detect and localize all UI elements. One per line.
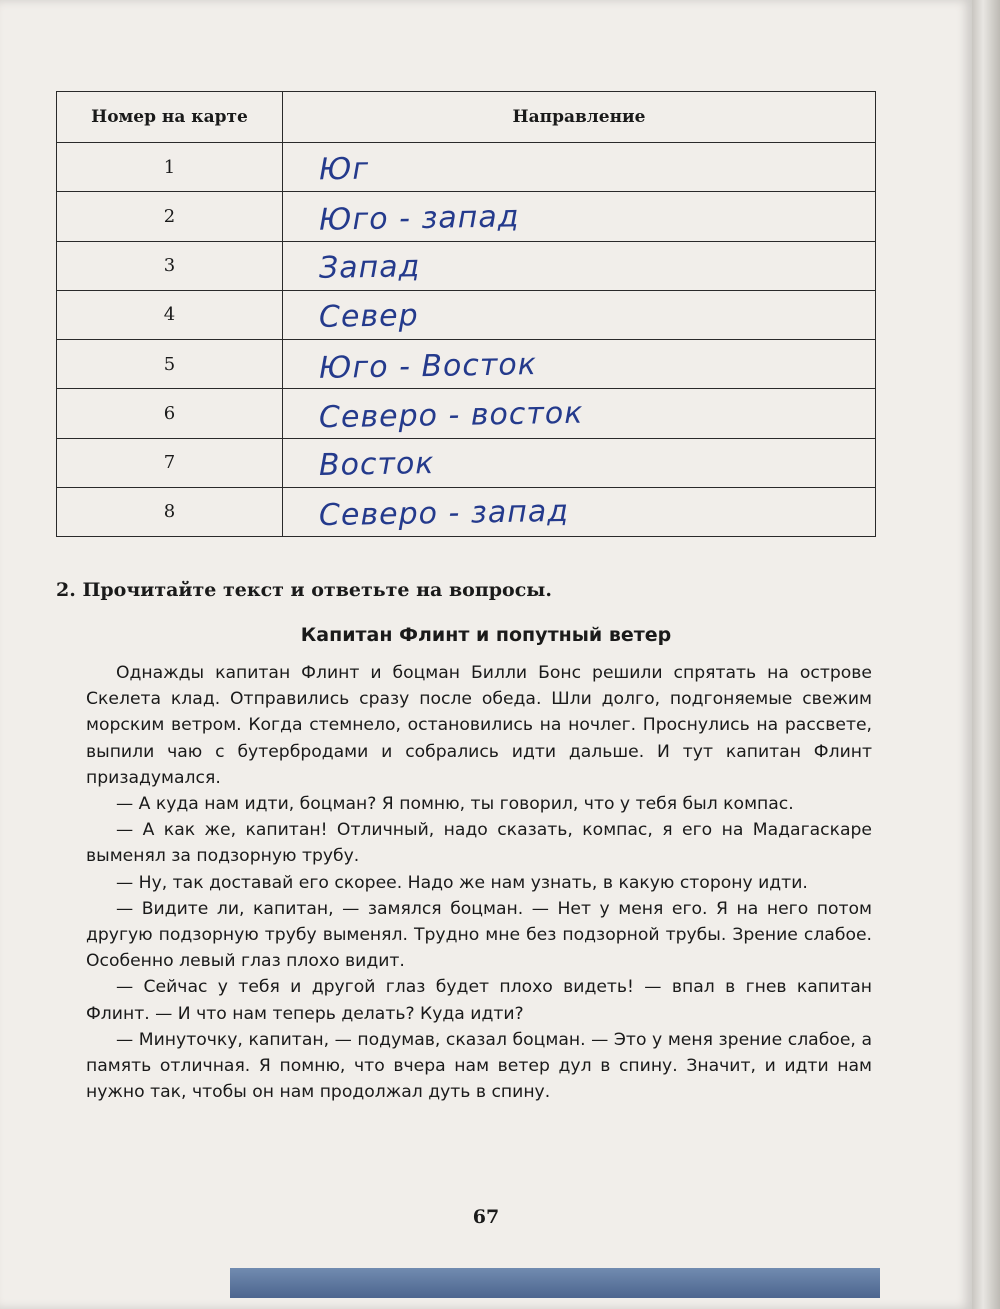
page-edge (972, 0, 1000, 1309)
map-number: 6 (57, 389, 283, 438)
table-row (57, 241, 876, 290)
table-row (57, 192, 876, 241)
table-row (57, 290, 876, 339)
direction-answer (283, 389, 876, 438)
map-number: 7 (57, 438, 283, 487)
handwritten-answer: Юго - запад (318, 199, 520, 238)
page-number: 67 (472, 1206, 500, 1228)
story-paragraph: Однажды капитан Флинт и боцман Билли Бонс решили спрятать на острове Скелета клад. Отправились сразу после обеда. Шли долго, подгоняемые свежим морским ветром. Когда стемнело, остановились на ночлег. Проснулись на рассвете, выпили чаю с бутербродами и собрались идти дальше. И тут капитан Флинт призадумался. (86, 663, 872, 788)
story-text (86, 660, 872, 1105)
story-paragraph: — А куда нам идти, боцман? Я помню, ты говорил, что у тебя был компас. (116, 794, 794, 815)
handwritten-answer: Запад (318, 249, 421, 287)
handwritten-answer: Юг (318, 151, 370, 188)
map-number: 4 (57, 290, 283, 339)
story-paragraph: — А как же, капитан! Отличный, надо сказать, компас, я его на Мадагаскаре выменял за подзорную трубу. (86, 820, 872, 867)
story-paragraph: — Минуточку, капитан, — подумав, сказал боцман. — Это у меня зрение слабое, а память отличная. Я помню, что вчера нам ветер дул в спину. Значит, и идти нам нужно так, чтобы он нам продолжал дуть в спину. (86, 1029, 872, 1103)
direction-answer (283, 340, 876, 389)
task-heading: 2. Прочитайте текст и ответьте на вопросы. (56, 579, 552, 601)
table-row (57, 487, 876, 536)
direction-answer (283, 290, 876, 339)
table-row (57, 340, 876, 389)
table-row (57, 389, 876, 438)
handwritten-answer: Север (318, 298, 419, 336)
map-number: 3 (57, 241, 283, 290)
direction-answer (283, 438, 876, 487)
header-direction: Направление (283, 92, 876, 143)
handwritten-answer: Северо - восток (318, 395, 584, 436)
direction-answer (283, 192, 876, 241)
story-paragraph: — Сейчас у тебя и другой глаз будет плохо видеть! — впал в гнев капитан Флинт. — И что нам теперь делать? Куда идти? (86, 977, 872, 1024)
table-row (57, 143, 876, 192)
map-number: 5 (57, 340, 283, 389)
direction-answer (283, 143, 876, 192)
story-paragraph: — Видите ли, капитан, — замялся боцман. — Нет у меня его. Я на него потом другую подзорную трубу выменял. Трудно мне без подзорной трубы. Зрение слабое. Особенно левый глаз плохо видит. (86, 898, 872, 972)
story-title: Капитан Флинт и попутный ветер (300, 624, 672, 646)
direction-answer (283, 241, 876, 290)
handwritten-answer: Восток (318, 446, 435, 484)
map-number: 2 (57, 192, 283, 241)
direction-answer (283, 487, 876, 536)
cover-strip (230, 1268, 880, 1298)
map-number: 1 (57, 143, 283, 192)
story-paragraph: — Ну, так доставай его скорее. Надо же нам узнать, в какую сторону идти. (116, 872, 808, 893)
directions-table (56, 91, 876, 537)
handwritten-answer: Северо - запад (318, 494, 570, 534)
table-row (57, 438, 876, 487)
map-number: 8 (57, 487, 283, 536)
handwritten-answer: Юго - Восток (318, 346, 538, 386)
header-map-number: Номер на карте (57, 92, 283, 143)
table-header-row (57, 92, 876, 143)
